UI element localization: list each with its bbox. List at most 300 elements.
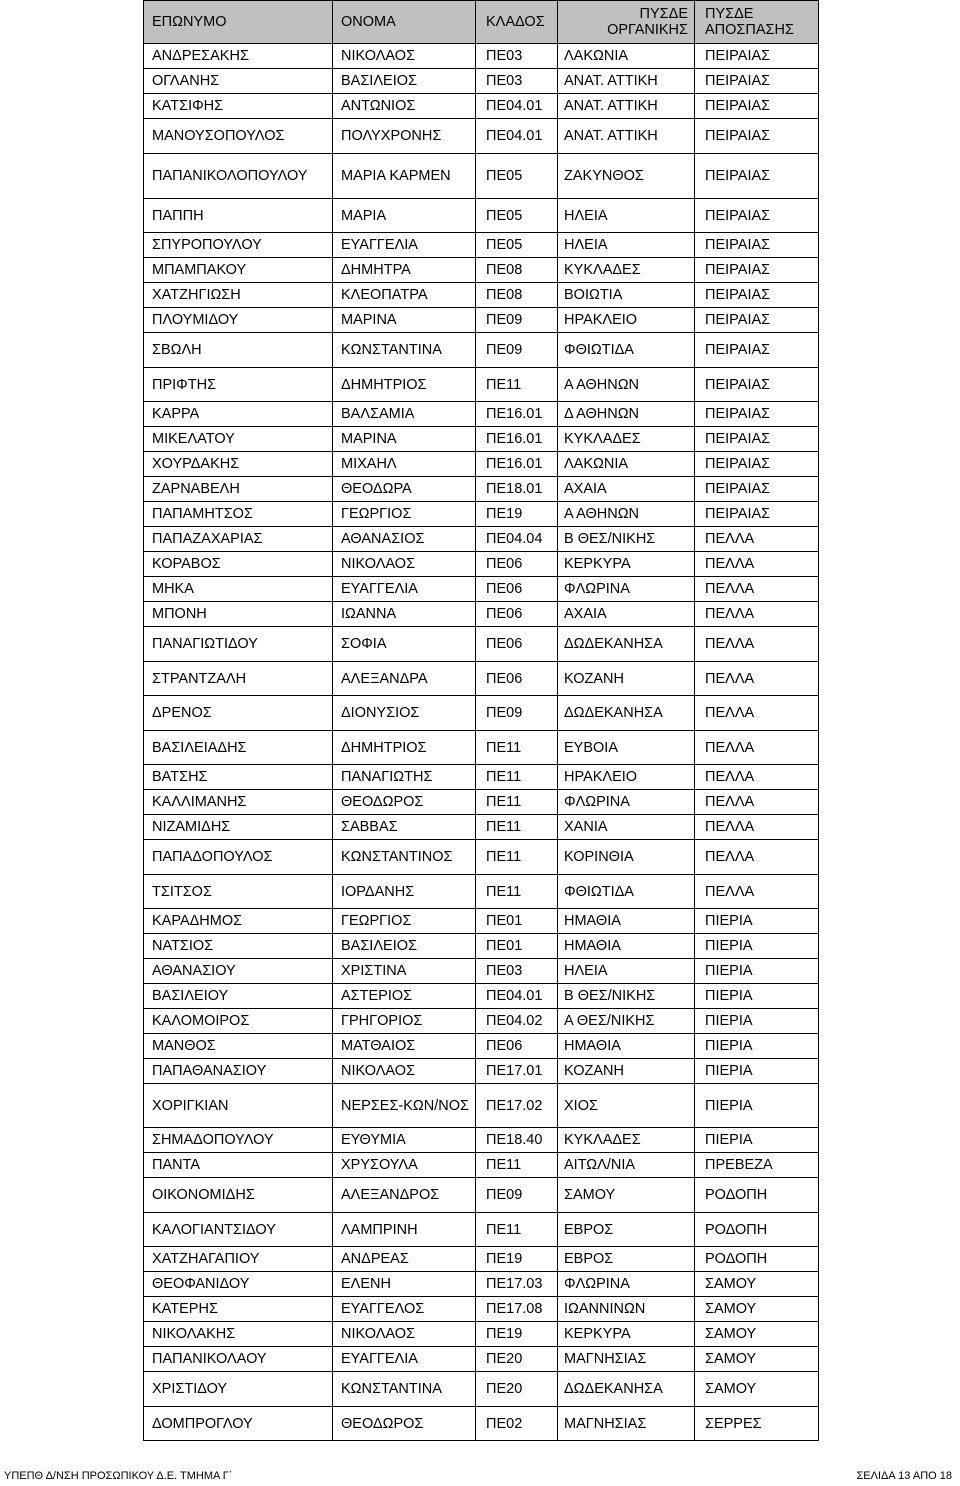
cell-secondment-pysde: ΡΟΔΟΠΗ — [695, 1178, 819, 1213]
cell-specialty: ΠΕ11 — [476, 765, 558, 790]
cell-first-name: ΒΑΣΙΛΕΙΟΣ — [333, 69, 476, 94]
cell-surname: ΧΟΥΡΔΑΚΗΣ — [144, 452, 333, 477]
cell-origin-pysde: ΗΜΑΘΙΑ — [558, 934, 695, 959]
table-row — [144, 427, 819, 452]
cell-surname: ΟΙΚΟΝΟΜΙΔΗΣ — [144, 1178, 333, 1213]
cell-secondment-pysde: ΣΑΜΟΥ — [695, 1322, 819, 1347]
cell-surname: ΤΣΙΤΣΟΣ — [144, 875, 333, 909]
cell-first-name: ΝΙΚΟΛΑΟΣ — [333, 552, 476, 577]
cell-origin-pysde: ΗΜΑΘΙΑ — [558, 909, 695, 934]
cell-specialty: ΠΕ05 — [476, 199, 558, 233]
cell-surname: ΝΙΚΟΛΑΚΗΣ — [144, 1322, 333, 1347]
table-row — [144, 627, 819, 662]
cell-secondment-pysde: ΠΕΛΛΑ — [695, 815, 819, 840]
table-row — [144, 1407, 819, 1441]
cell-first-name: ΧΡΙΣΤΙΝΑ — [333, 959, 476, 984]
cell-surname: ΠΑΝΑΓΙΩΤΙΔΟΥ — [144, 627, 333, 662]
cell-origin-pysde: ΚΕΡΚΥΡΑ — [558, 1322, 695, 1347]
cell-specialty: ΠΕ05 — [476, 154, 558, 199]
cell-secondment-pysde: ΣΕΡΡΕΣ — [695, 1407, 819, 1441]
cell-origin-pysde: ΗΛΕΙΑ — [558, 959, 695, 984]
cell-first-name: ΚΩΝΣΤΑΝΤΙΝΟΣ — [333, 840, 476, 875]
cell-origin-pysde: ΑΧΑΙΑ — [558, 602, 695, 627]
table-row — [144, 333, 819, 368]
cell-first-name: ΕΥΘΥΜΙΑ — [333, 1128, 476, 1153]
cell-origin-pysde: ΔΩΔΕΚΑΝΗΣΑ — [558, 696, 695, 731]
cell-secondment-pysde: ΠΕΛΛΑ — [695, 840, 819, 875]
table-row — [144, 696, 819, 731]
cell-surname: ΠΡΙΦΤΗΣ — [144, 368, 333, 402]
cell-first-name: ΔΙΟΝΥΣΙΟΣ — [333, 696, 476, 731]
cell-specialty: ΠΕ16.01 — [476, 452, 558, 477]
cell-secondment-pysde: ΡΟΔΟΠΗ — [695, 1247, 819, 1272]
cell-surname: ΔΡΕΝΟΣ — [144, 696, 333, 731]
cell-first-name: ΜΑΡΙΑ — [333, 199, 476, 233]
table-row — [144, 731, 819, 765]
cell-secondment-pysde: ΠΕΛΛΑ — [695, 662, 819, 696]
cell-origin-pysde: ΗΡΑΚΛΕΙΟ — [558, 308, 695, 333]
cell-secondment-pysde: ΠΙΕΡΙΑ — [695, 909, 819, 934]
column-header-origin-pysde: ΠΥΣΔΕ ΟΡΓΑΝΙΚΗΣ — [558, 1, 695, 44]
cell-first-name: ΒΑΣΙΛΕΙΟΣ — [333, 934, 476, 959]
cell-secondment-pysde: ΠΕΛΛΑ — [695, 731, 819, 765]
cell-specialty: ΠΕ16.01 — [476, 427, 558, 452]
cell-surname: ΚΑΡΡΑ — [144, 402, 333, 427]
cell-first-name: ΚΩΝΣΤΑΝΤΙΝΑ — [333, 1372, 476, 1407]
cell-secondment-pysde: ΠΙΕΡΙΑ — [695, 934, 819, 959]
table-row — [144, 1084, 819, 1128]
cell-secondment-pysde: ΡΟΔΟΠΗ — [695, 1213, 819, 1247]
cell-surname: ΚΑΡΑΔΗΜΟΣ — [144, 909, 333, 934]
cell-secondment-pysde: ΠΕΙΡΑΙΑΣ — [695, 44, 819, 69]
cell-surname: ΣΠΥΡΟΠΟΥΛΟΥ — [144, 233, 333, 258]
cell-secondment-pysde: ΠΕΙΡΑΙΑΣ — [695, 308, 819, 333]
table-row — [144, 790, 819, 815]
cell-first-name: ΣΑΒΒΑΣ — [333, 815, 476, 840]
cell-specialty: ΠΕ08 — [476, 283, 558, 308]
cell-secondment-pysde: ΠΕΛΛΑ — [695, 765, 819, 790]
cell-origin-pysde: Δ ΑΘΗΝΩΝ — [558, 402, 695, 427]
cell-specialty: ΠΕ03 — [476, 959, 558, 984]
cell-surname: ΠΛΟΥΜΙΔΟΥ — [144, 308, 333, 333]
cell-origin-pysde: ΖΑΚΥΝΘΟΣ — [558, 154, 695, 199]
cell-origin-pysde: ΒΟΙΩΤΙΑ — [558, 283, 695, 308]
cell-specialty: ΠΕ09 — [476, 333, 558, 368]
cell-secondment-pysde: ΣΑΜΟΥ — [695, 1347, 819, 1372]
cell-origin-pysde: ΦΛΩΡΙΝΑ — [558, 790, 695, 815]
column-header-first-name: ΟΝΟΜΑ — [333, 1, 476, 44]
cell-specialty: ΠΕ04.01 — [476, 94, 558, 119]
cell-origin-pysde: ΚΥΚΛΑΔΕΣ — [558, 258, 695, 283]
cell-origin-pysde: ΚΟΖΑΝΗ — [558, 1059, 695, 1084]
cell-origin-pysde: ΦΛΩΡΙΝΑ — [558, 577, 695, 602]
cell-surname: ΠΑΠΑΝΙΚΟΛΑΟΥ — [144, 1347, 333, 1372]
cell-first-name: ΚΛΕΟΠΑΤΡΑ — [333, 283, 476, 308]
cell-first-name: ΜΑΡΙΝΑ — [333, 427, 476, 452]
cell-origin-pysde: ΜΑΓΝΗΣΙΑΣ — [558, 1347, 695, 1372]
cell-first-name: ΔΗΜΗΤΡΑ — [333, 258, 476, 283]
cell-first-name: ΕΥΑΓΓΕΛΙΑ — [333, 1347, 476, 1372]
table-row — [144, 1034, 819, 1059]
footer-page-number: ΣΕΛΙΔΑ 13 ΑΠΟ 18 — [856, 1470, 952, 1482]
cell-first-name: ΓΡΗΓΟΡΙΟΣ — [333, 1009, 476, 1034]
cell-specialty: ΠΕ20 — [476, 1347, 558, 1372]
cell-origin-pysde: Α ΘΕΣ/ΝΙΚΗΣ — [558, 1009, 695, 1034]
cell-surname: ΒΑΣΙΛΕΙΟΥ — [144, 984, 333, 1009]
cell-surname: ΘΕΟΦΑΝΙΔΟΥ — [144, 1272, 333, 1297]
cell-specialty: ΠΕ17.01 — [476, 1059, 558, 1084]
cell-specialty: ΠΕ05 — [476, 233, 558, 258]
table-row — [144, 452, 819, 477]
cell-surname: ΚΑΛΟΜΟΙΡΟΣ — [144, 1009, 333, 1034]
column-header-secondment-pysde: ΠΥΣΔΕ ΑΠΟΣΠΑΣΗΣ — [695, 1, 819, 44]
table-row — [144, 199, 819, 233]
cell-specialty: ΠΕ11 — [476, 875, 558, 909]
cell-surname: ΧΑΤΖΗΓΙΩΣΗ — [144, 283, 333, 308]
cell-first-name: ΝΙΚΟΛΑΟΣ — [333, 44, 476, 69]
cell-first-name: ΑΘΑΝΑΣΙΟΣ — [333, 527, 476, 552]
table-row — [144, 44, 819, 69]
cell-surname: ΜΠΟΝΗ — [144, 602, 333, 627]
cell-first-name: ΜΙΧΑΗΛ — [333, 452, 476, 477]
table-row — [144, 909, 819, 934]
table-row — [144, 283, 819, 308]
cell-secondment-pysde: ΠΕΙΡΑΙΑΣ — [695, 94, 819, 119]
cell-first-name: ΜΑΡΙΑ ΚΑΡΜΕΝ — [333, 154, 476, 199]
table-row — [144, 984, 819, 1009]
cell-first-name: ΑΛΕΞΑΝΔΡΑ — [333, 662, 476, 696]
cell-surname: ΚΑΤΣΙΦΗΣ — [144, 94, 333, 119]
cell-surname: ΠΑΠΑΘΑΝΑΣΙΟΥ — [144, 1059, 333, 1084]
cell-origin-pysde: ΛΑΚΩΝΙΑ — [558, 44, 695, 69]
table-row — [144, 477, 819, 502]
table-row — [144, 527, 819, 552]
cell-specialty: ΠΕ19 — [476, 1322, 558, 1347]
cell-surname: ΣΤΡΑΝΤΖΑΛΗ — [144, 662, 333, 696]
cell-specialty: ΠΕ11 — [476, 731, 558, 765]
cell-secondment-pysde: ΠΕΙΡΑΙΑΣ — [695, 69, 819, 94]
table-row — [144, 119, 819, 154]
table-row — [144, 1247, 819, 1272]
cell-specialty: ΠΕ02 — [476, 1407, 558, 1441]
table-row — [144, 1347, 819, 1372]
cell-surname: ΧΡΙΣΤΙΔΟΥ — [144, 1372, 333, 1407]
cell-specialty: ΠΕ11 — [476, 1213, 558, 1247]
cell-specialty: ΠΕ06 — [476, 552, 558, 577]
cell-secondment-pysde: ΠΙΕΡΙΑ — [695, 959, 819, 984]
table-row — [144, 154, 819, 199]
cell-origin-pysde: ΗΛΕΙΑ — [558, 233, 695, 258]
cell-secondment-pysde: ΠΕΙΡΑΙΑΣ — [695, 119, 819, 154]
table-row — [144, 815, 819, 840]
cell-specialty: ΠΕ17.08 — [476, 1297, 558, 1322]
cell-specialty: ΠΕ19 — [476, 1247, 558, 1272]
cell-first-name: ΓΕΩΡΓΙΟΣ — [333, 502, 476, 527]
cell-origin-pysde: ΙΩΑΝΝΙΝΩΝ — [558, 1297, 695, 1322]
cell-first-name: ΝΙΚΟΛΑΟΣ — [333, 1322, 476, 1347]
table-row — [144, 1153, 819, 1178]
cell-origin-pysde: ΚΥΚΛΑΔΕΣ — [558, 1128, 695, 1153]
cell-secondment-pysde: ΠΕΙΡΑΙΑΣ — [695, 368, 819, 402]
table-row — [144, 875, 819, 909]
cell-secondment-pysde: ΠΕΙΡΑΙΑΣ — [695, 333, 819, 368]
cell-surname: ΣΒΩΛΗ — [144, 333, 333, 368]
cell-secondment-pysde: ΠΕΙΡΑΙΑΣ — [695, 502, 819, 527]
cell-first-name: ΧΡΥΣΟΥΛΑ — [333, 1153, 476, 1178]
cell-origin-pysde: Β ΘΕΣ/ΝΙΚΗΣ — [558, 984, 695, 1009]
table-row — [144, 402, 819, 427]
cell-secondment-pysde: ΠΙΕΡΙΑ — [695, 1034, 819, 1059]
cell-origin-pysde: ΛΑΚΩΝΙΑ — [558, 452, 695, 477]
cell-secondment-pysde: ΠΙΕΡΙΑ — [695, 1009, 819, 1034]
cell-origin-pysde: ΧΙΟΣ — [558, 1084, 695, 1128]
table-body — [144, 1, 819, 1441]
cell-specialty: ΠΕ03 — [476, 44, 558, 69]
cell-first-name: ΚΩΝΣΤΑΝΤΙΝΑ — [333, 333, 476, 368]
cell-surname: ΚΑΛΛΙΜΑΝΗΣ — [144, 790, 333, 815]
cell-surname: ΜΗΚΑ — [144, 577, 333, 602]
cell-first-name: ΒΑΛΣΑΜΙΑ — [333, 402, 476, 427]
cell-origin-pysde: ΦΘΙΩΤΙΔΑ — [558, 333, 695, 368]
cell-secondment-pysde: ΠΕΛΛΑ — [695, 875, 819, 909]
cell-surname: ΚΟΡΑΒΟΣ — [144, 552, 333, 577]
table-row — [144, 502, 819, 527]
cell-secondment-pysde: ΠΕΙΡΑΙΑΣ — [695, 477, 819, 502]
cell-secondment-pysde: ΠΙΕΡΙΑ — [695, 1084, 819, 1128]
cell-surname: ΠΑΠΑΜΗΤΣΟΣ — [144, 502, 333, 527]
cell-specialty: ΠΕ20 — [476, 1372, 558, 1407]
cell-origin-pysde: ΑΝΑΤ. ΑΤΤΙΚΗ — [558, 94, 695, 119]
cell-first-name: ΘΕΟΔΩΡΑ — [333, 477, 476, 502]
cell-specialty: ΠΕ09 — [476, 696, 558, 731]
cell-specialty: ΠΕ09 — [476, 1178, 558, 1213]
cell-surname: ΔΟΜΠΡΟΓΛΟΥ — [144, 1407, 333, 1441]
cell-specialty: ΠΕ16.01 — [476, 402, 558, 427]
cell-specialty: ΠΕ06 — [476, 662, 558, 696]
cell-origin-pysde: ΚΟΡΙΝΘΙΑ — [558, 840, 695, 875]
table-row — [144, 368, 819, 402]
cell-specialty: ΠΕ04.04 — [476, 527, 558, 552]
table-row — [144, 1372, 819, 1407]
cell-specialty: ΠΕ18.01 — [476, 477, 558, 502]
cell-origin-pysde: ΕΒΡΟΣ — [558, 1213, 695, 1247]
table-row — [144, 602, 819, 627]
table-row — [144, 233, 819, 258]
cell-secondment-pysde: ΠΕΛΛΑ — [695, 577, 819, 602]
cell-origin-pysde: ΣΑΜΟΥ — [558, 1178, 695, 1213]
footer-department: ΥΠΕΠΘ Δ/ΝΣΗ ΠΡΟΣΩΠΙΚΟΥ Δ.Ε. ΤΜΗΜΑ Γ΄ — [4, 1470, 233, 1482]
cell-first-name: ΑΝΔΡΕΑΣ — [333, 1247, 476, 1272]
cell-origin-pysde: ΚΕΡΚΥΡΑ — [558, 552, 695, 577]
cell-first-name: ΜΑΤΘΑΙΟΣ — [333, 1034, 476, 1059]
table-row — [144, 552, 819, 577]
table-row — [144, 1178, 819, 1213]
cell-specialty: ΠΕ06 — [476, 627, 558, 662]
cell-origin-pysde: ΗΜΑΘΙΑ — [558, 1034, 695, 1059]
cell-first-name: ΜΑΡΙΝΑ — [333, 308, 476, 333]
cell-surname: ΜΠΑΜΠΑΚΟΥ — [144, 258, 333, 283]
cell-specialty: ΠΕ11 — [476, 840, 558, 875]
cell-surname: ΠΑΠΑΖΑΧΑΡΙΑΣ — [144, 527, 333, 552]
table-row — [144, 840, 819, 875]
cell-surname: ΜΙΚΕΛΑΤΟΥ — [144, 427, 333, 452]
cell-surname: ΜΑΝΟΥΣΟΠΟΥΛΟΣ — [144, 119, 333, 154]
cell-specialty: ΠΕ19 — [476, 502, 558, 527]
cell-origin-pysde: ΚΟΖΑΝΗ — [558, 662, 695, 696]
cell-surname: ΚΑΛΟΓΙΑΝΤΣΙΔΟΥ — [144, 1213, 333, 1247]
cell-first-name: ΕΛΕΝΗ — [333, 1272, 476, 1297]
cell-secondment-pysde: ΠΕΛΛΑ — [695, 602, 819, 627]
cell-first-name: ΔΗΜΗΤΡΙΟΣ — [333, 731, 476, 765]
cell-surname: ΑΘΑΝΑΣΙΟΥ — [144, 959, 333, 984]
cell-secondment-pysde: ΠΕΙΡΑΙΑΣ — [695, 427, 819, 452]
cell-secondment-pysde: ΠΕΙΡΑΙΑΣ — [695, 233, 819, 258]
cell-secondment-pysde: ΠΙΕΡΙΑ — [695, 1059, 819, 1084]
cell-surname: ΧΑΤΖΗΑΓΑΠΙΟΥ — [144, 1247, 333, 1272]
cell-surname: ΣΗΜΑΔΟΠΟΥΛΟΥ — [144, 1128, 333, 1153]
cell-secondment-pysde: ΣΑΜΟΥ — [695, 1372, 819, 1407]
table-row — [144, 1009, 819, 1034]
cell-surname: ΧΟΡΙΓΚΙΑΝ — [144, 1084, 333, 1128]
cell-origin-pysde: ΑΝΑΤ. ΑΤΤΙΚΗ — [558, 119, 695, 154]
cell-secondment-pysde: ΠΕΛΛΑ — [695, 790, 819, 815]
cell-first-name: ΘΕΟΔΩΡΟΣ — [333, 790, 476, 815]
cell-specialty: ΠΕ03 — [476, 69, 558, 94]
cell-first-name: ΕΥΑΓΓΕΛΙΑ — [333, 577, 476, 602]
cell-origin-pysde: ΑΧΑΙΑ — [558, 477, 695, 502]
cell-secondment-pysde: ΠΕΛΛΑ — [695, 527, 819, 552]
cell-surname: ΟΓΛΑΝΗΣ — [144, 69, 333, 94]
cell-first-name: ΠΟΛΥΧΡΟΝΗΣ — [333, 119, 476, 154]
cell-specialty: ΠΕ17.03 — [476, 1272, 558, 1297]
cell-secondment-pysde: ΠΙΕΡΙΑ — [695, 1128, 819, 1153]
column-header-surname: ΕΠΩΝΥΜΟ — [144, 1, 333, 44]
cell-origin-pysde: ΜΑΓΝΗΣΙΑΣ — [558, 1407, 695, 1441]
cell-specialty: ΠΕ17.02 — [476, 1084, 558, 1128]
cell-secondment-pysde: ΠΕΙΡΑΙΑΣ — [695, 402, 819, 427]
table-row — [144, 1059, 819, 1084]
cell-first-name: ΛΑΜΠΡΙΝΗ — [333, 1213, 476, 1247]
cell-first-name: ΝΙΚΟΛΑΟΣ — [333, 1059, 476, 1084]
cell-secondment-pysde: ΣΑΜΟΥ — [695, 1272, 819, 1297]
cell-first-name: ΠΑΝΑΓΙΩΤΗΣ — [333, 765, 476, 790]
cell-origin-pysde: Α ΑΘΗΝΩΝ — [558, 368, 695, 402]
cell-origin-pysde: ΚΥΚΛΑΔΕΣ — [558, 427, 695, 452]
cell-first-name: ΔΗΜΗΤΡΙΟΣ — [333, 368, 476, 402]
table-row — [144, 934, 819, 959]
table-row — [144, 1128, 819, 1153]
table-row — [144, 1322, 819, 1347]
cell-secondment-pysde: ΠΕΙΡΑΙΑΣ — [695, 258, 819, 283]
cell-surname: ΠΑΠΑΔΟΠΟΥΛΟΣ — [144, 840, 333, 875]
cell-specialty: ΠΕ06 — [476, 602, 558, 627]
cell-first-name: ΑΛΕΞΑΝΔΡΟΣ — [333, 1178, 476, 1213]
table-row — [144, 1297, 819, 1322]
cell-secondment-pysde: ΠΡΕΒΕΖΑ — [695, 1153, 819, 1178]
table-row — [144, 1213, 819, 1247]
cell-secondment-pysde: ΠΕΛΛΑ — [695, 627, 819, 662]
cell-secondment-pysde: ΠΕΙΡΑΙΑΣ — [695, 452, 819, 477]
cell-secondment-pysde: ΣΑΜΟΥ — [695, 1297, 819, 1322]
cell-origin-pysde: ΑΙΤΩΛ/ΝΙΑ — [558, 1153, 695, 1178]
header-row — [144, 1, 819, 44]
cell-surname: ΑΝΔΡΕΣΑΚΗΣ — [144, 44, 333, 69]
cell-specialty: ΠΕ01 — [476, 934, 558, 959]
cell-origin-pysde: ΗΛΕΙΑ — [558, 199, 695, 233]
table-row — [144, 258, 819, 283]
cell-origin-pysde: ΗΡΑΚΛΕΙΟ — [558, 765, 695, 790]
table-row — [144, 308, 819, 333]
cell-specialty: ΠΕ01 — [476, 909, 558, 934]
cell-first-name: ΕΥΑΓΓΕΛΟΣ — [333, 1297, 476, 1322]
cell-origin-pysde: Β ΘΕΣ/ΝΙΚΗΣ — [558, 527, 695, 552]
cell-specialty: ΠΕ11 — [476, 815, 558, 840]
cell-surname: ΒΑΣΙΛΕΙΑΔΗΣ — [144, 731, 333, 765]
cell-origin-pysde: ΕΒΡΟΣ — [558, 1247, 695, 1272]
column-header-specialty: ΚΛΑΔΟΣ — [476, 1, 558, 44]
cell-specialty: ΠΕ06 — [476, 577, 558, 602]
cell-origin-pysde: ΑΝΑΤ. ΑΤΤΙΚΗ — [558, 69, 695, 94]
cell-specialty: ΠΕ18.40 — [476, 1128, 558, 1153]
cell-surname: ΚΑΤΕΡΗΣ — [144, 1297, 333, 1322]
cell-specialty: ΠΕ04.01 — [476, 119, 558, 154]
cell-origin-pysde: ΦΛΩΡΙΝΑ — [558, 1272, 695, 1297]
cell-origin-pysde: ΕΥΒΟΙΑ — [558, 731, 695, 765]
cell-surname: ΜΑΝΘΟΣ — [144, 1034, 333, 1059]
cell-secondment-pysde: ΠΕΙΡΑΙΑΣ — [695, 154, 819, 199]
cell-origin-pysde: ΔΩΔΕΚΑΝΗΣΑ — [558, 1372, 695, 1407]
cell-specialty: ΠΕ08 — [476, 258, 558, 283]
cell-specialty: ΠΕ04.02 — [476, 1009, 558, 1034]
table-row — [144, 577, 819, 602]
cell-first-name: ΣΟΦΙΑ — [333, 627, 476, 662]
cell-first-name: ΑΣΤΕΡΙΟΣ — [333, 984, 476, 1009]
cell-origin-pysde: ΧΑΝΙΑ — [558, 815, 695, 840]
cell-specialty: ΠΕ09 — [476, 308, 558, 333]
table-row — [144, 94, 819, 119]
cell-first-name: ΓΕΩΡΓΙΟΣ — [333, 909, 476, 934]
cell-first-name: ΑΝΤΩΝΙΟΣ — [333, 94, 476, 119]
cell-specialty: ΠΕ11 — [476, 790, 558, 815]
cell-surname: ΖΑΡΝΑΒΕΛΗ — [144, 477, 333, 502]
cell-surname: ΠΑΠΑΝΙΚΟΛΟΠΟΥΛΟΥ — [144, 154, 333, 199]
cell-first-name: ΕΥΑΓΓΕΛΙΑ — [333, 233, 476, 258]
cell-origin-pysde: Α ΑΘΗΝΩΝ — [558, 502, 695, 527]
personnel-table — [143, 0, 819, 1441]
cell-specialty: ΠΕ11 — [476, 368, 558, 402]
cell-secondment-pysde: ΠΕΙΡΑΙΑΣ — [695, 199, 819, 233]
cell-secondment-pysde: ΠΕΛΛΑ — [695, 552, 819, 577]
cell-surname: ΠΑΝΤΑ — [144, 1153, 333, 1178]
cell-surname: ΝΑΤΣΙΟΣ — [144, 934, 333, 959]
table-row — [144, 69, 819, 94]
cell-secondment-pysde: ΠΕΛΛΑ — [695, 696, 819, 731]
table-row — [144, 662, 819, 696]
table-row — [144, 1272, 819, 1297]
cell-secondment-pysde: ΠΙΕΡΙΑ — [695, 984, 819, 1009]
cell-first-name: ΙΩΑΝΝΑ — [333, 602, 476, 627]
cell-specialty: ΠΕ11 — [476, 1153, 558, 1178]
cell-surname: ΝΙΖΑΜΙΔΗΣ — [144, 815, 333, 840]
cell-specialty: ΠΕ06 — [476, 1034, 558, 1059]
cell-first-name: ΝΕΡΣΕΣ-ΚΩΝ/ΝΟΣ — [333, 1084, 476, 1128]
cell-secondment-pysde: ΠΕΙΡΑΙΑΣ — [695, 283, 819, 308]
cell-surname: ΒΑΤΣΗΣ — [144, 765, 333, 790]
cell-origin-pysde: ΦΘΙΩΤΙΔΑ — [558, 875, 695, 909]
cell-first-name: ΙΟΡΔΑΝΗΣ — [333, 875, 476, 909]
cell-origin-pysde: ΔΩΔΕΚΑΝΗΣΑ — [558, 627, 695, 662]
cell-surname: ΠΑΠΠΗ — [144, 199, 333, 233]
